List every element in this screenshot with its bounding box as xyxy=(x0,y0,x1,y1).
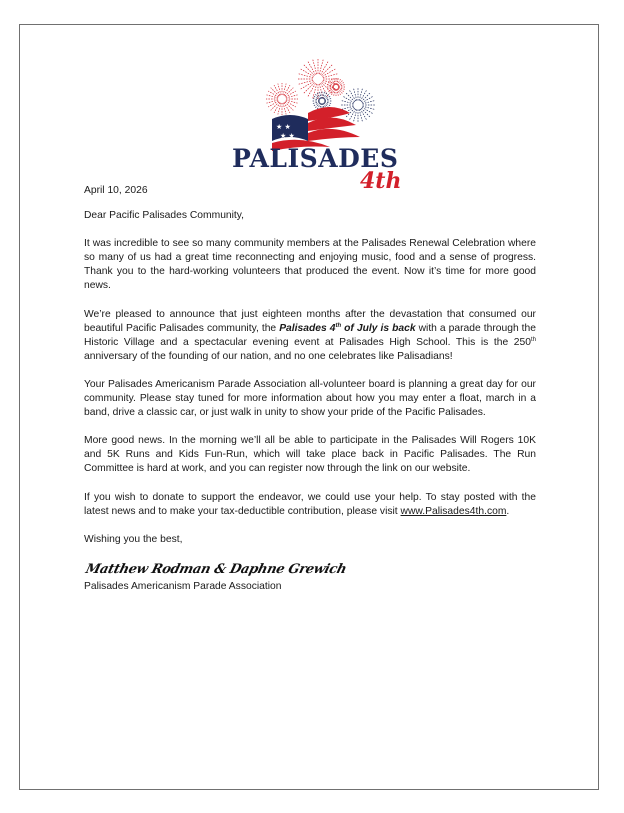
website-link[interactable]: www.Palisades4th.com xyxy=(400,505,507,517)
paragraph-1: It was incredible to see so many community members at the Palisades Renewal Celebration where so many of us had a great time reconnecting and enjoying music, food and a sense of progress. Thank you to the hard-working volunteers that produced the event. Now it’s time for more good news. xyxy=(84,238,536,292)
palisades-4th-logo xyxy=(210,57,430,192)
event-highlight: Palisades 4th of July is back xyxy=(279,322,416,334)
svg-text:★ ★: ★ ★ xyxy=(276,123,291,131)
letter-salutation: Dear Pacific Palisades Community, xyxy=(84,210,245,222)
letter-page xyxy=(19,24,599,790)
organization-name: Palisades Americanism Parade Association xyxy=(84,580,282,592)
svg-text:★ ★: ★ ★ xyxy=(280,132,295,140)
signature: Matthew Rodman & Daphne Grewich xyxy=(84,561,348,577)
logo-wordmark: PALISADES xyxy=(232,144,399,173)
letter-body xyxy=(84,184,536,594)
logo-4th: 4th xyxy=(360,168,402,192)
paragraph-3: Your Palisades Americanism Parade Association all-volunteer board is planning a great day for our community. Please stay tuned for more information about how you may enter a float, march in a band, drive a classic car, or just walk in unity to show your pride of the Pacific Palisades. xyxy=(84,378,536,419)
paragraph-5: If you wish to donate to support the endeavor, we could use your help. To stay posted with the latest news and to make your tax-deductible contribution, please visit www.Palisades4th.com. xyxy=(84,491,536,517)
paragraph-2: We’re pleased to announce that just eighteen months after the devastation that consumed our beautiful Pacific Palisades community, the Palisades 4th of July is back with a parade through the Historic Village and a spectacular evening event at Palisades High School. This is the 250th anniversary of the founding of our nation, and no one celebrates like Palisadians! xyxy=(84,308,536,362)
paragraph-4: More good news. In the morning we’ll all be able to participate in the Palisades Will Rogers 10K and 5K Runs and Kids Fun-Run, which will take place back in Pacific Palisades. The Run Committee is hard at work, and you can register now through the link on our website. xyxy=(84,435,536,475)
letter-date: April 10, 2026 xyxy=(84,185,148,196)
letter-closing: Wishing you the best, xyxy=(84,533,183,545)
